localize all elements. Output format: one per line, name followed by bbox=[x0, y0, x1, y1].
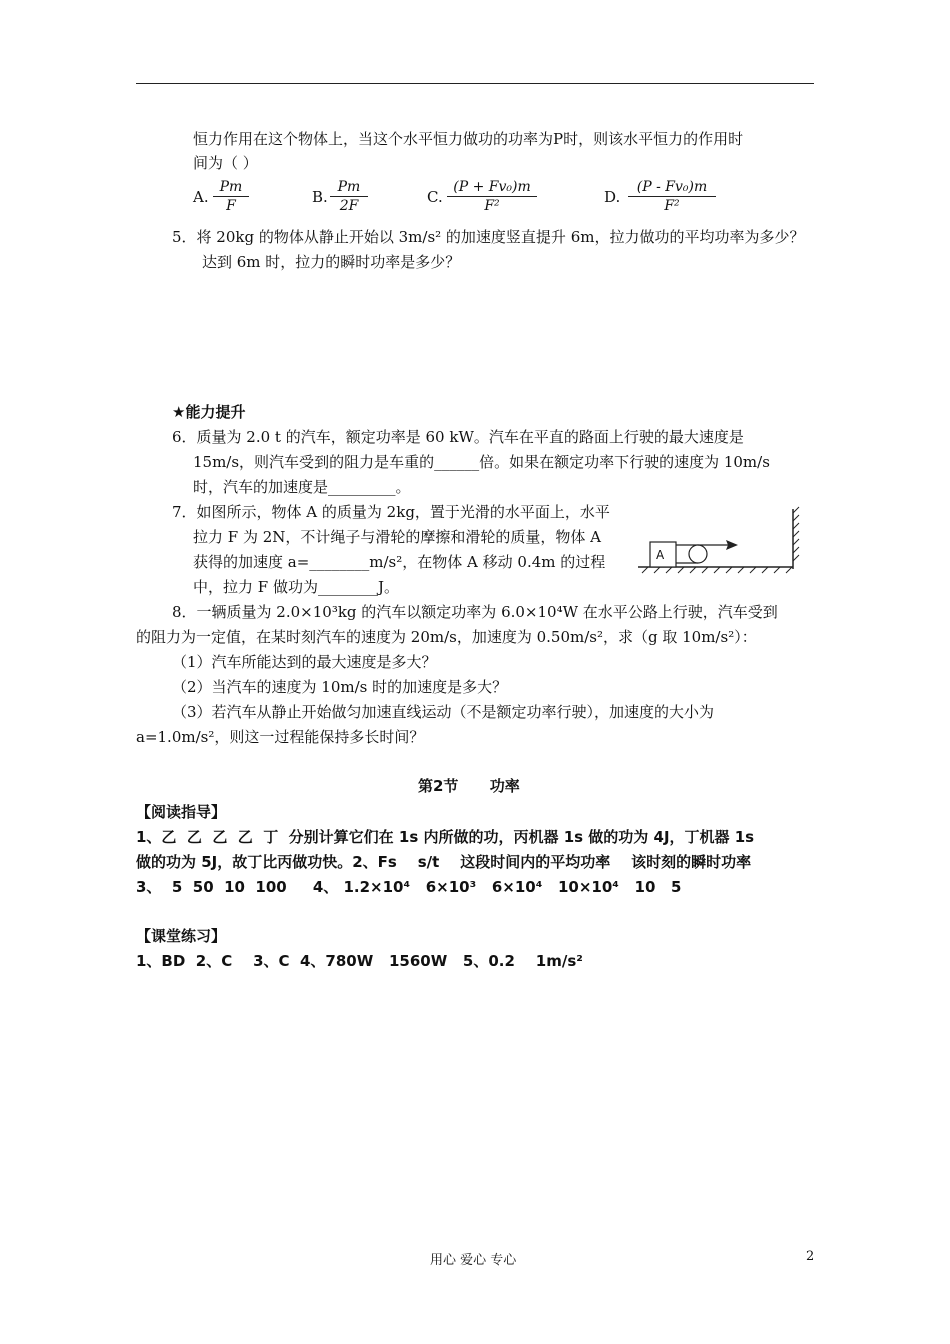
answers-title: 第2节 功率 bbox=[418, 777, 520, 795]
option-c-numerator: (P + Fv₀)m bbox=[447, 178, 537, 197]
q8-sub-2: （2）当汽车的速度为 10m/s 时的加速度是多大？ bbox=[172, 678, 508, 696]
option-d-numerator: (P - Fv₀)m bbox=[628, 178, 716, 197]
q7-line-4: 中，拉力 F 做功为________J。 bbox=[193, 578, 399, 596]
option-a-numerator: Pm bbox=[213, 178, 249, 197]
option-b-denominator: 2F bbox=[339, 198, 359, 214]
q4-line-1: 恒力作用在这个物体上，当这个水平恒力做功的功率为P时，则该水平恒力的作用时 bbox=[193, 130, 744, 148]
q8-sub-1: （1）汽车所能达到的最大速度是多大？ bbox=[172, 653, 437, 671]
option-c-label: C. bbox=[427, 188, 443, 206]
q6-line-1: 6．质量为 2.0 t 的汽车，额定功率是 60 kW。汽车在平直的路面上行驶的最大速度是 bbox=[172, 428, 744, 446]
q6-line-2: 15m/s，则汽车受到的阻力是车重的______倍。如果在额定功率下行驶的速度为 10m/s bbox=[193, 453, 770, 471]
q7-line-3: 获得的加速度 a=________m/s²，在物体 A 移动 0.4m 的过程 bbox=[193, 553, 606, 571]
reading-answer-line-1: 1、乙 乙 乙 乙 丁 分别计算它们在 1s 内所做的功，丙机器 1s 做的功为 4J，丁机器 1s bbox=[136, 828, 755, 846]
pulley-wheel bbox=[689, 545, 707, 563]
option-b-numerator: Pm bbox=[330, 178, 368, 197]
q5-line-1: 5．将 20kg 的物体从静止开始以 3m/s² 的加速度竖直提升 6m，拉力做功的平均功率为多少？ bbox=[172, 228, 805, 246]
option-d-denominator: F² bbox=[664, 198, 680, 214]
option-d-label: D. bbox=[604, 188, 621, 206]
classwork-answer-line: 1、BD 2、C 3、C 4、780W 1560W 5、0.2 1m/s² bbox=[136, 952, 583, 970]
q7-line-1: 7．如图所示，物体 A 的质量为 2kg，置于光滑的水平面上，水平 bbox=[172, 503, 610, 521]
option-b-label: B. bbox=[312, 188, 328, 206]
option-d-fraction bbox=[628, 178, 716, 215]
section-heading-ability: ★能力提升 bbox=[172, 403, 246, 421]
q8-line-1: 8．一辆质量为 2.0×10³kg 的汽车以额定功率为 6.0×10⁴W 在水平公路上行驶，汽车受到 bbox=[172, 603, 778, 621]
option-a-label: A. bbox=[193, 188, 209, 206]
classwork-heading: 【课堂练习】 bbox=[136, 927, 227, 945]
q8-line-2: 的阻力为一定值，在某时刻汽车的速度为 20m/s，加速度为 0.50m/s²，求（g 取 10m/s²）： bbox=[136, 628, 757, 646]
wall-hatching bbox=[793, 507, 799, 561]
pulley-figure bbox=[636, 503, 802, 575]
page-number: 2 bbox=[806, 1249, 815, 1264]
block-a-label: A bbox=[656, 548, 665, 562]
option-a-fraction bbox=[213, 178, 249, 215]
option-a-denominator: F bbox=[226, 198, 236, 214]
reading-heading: 【阅读指导】 bbox=[136, 803, 227, 821]
option-c-fraction bbox=[447, 178, 537, 215]
q7-line-2: 拉力 F 为 2N，不计绳子与滑轮的摩擦和滑轮的质量，物体 A bbox=[193, 528, 601, 546]
q6-line-3: 时，汽车的加速度是_________。 bbox=[193, 478, 411, 496]
footer-slogan: 用心 爱心 专心 bbox=[430, 1253, 517, 1268]
q4-line-2: 间为（ ） bbox=[193, 154, 258, 172]
floor-hatching bbox=[642, 567, 792, 573]
option-c-denominator: F² bbox=[484, 198, 500, 214]
header-rule bbox=[136, 83, 814, 84]
reading-answer-line-2: 做的功为 5J，故丁比丙做功快。2、Fs s/t 这段时间内的平均功率 该时刻的瞬时功率 bbox=[136, 853, 752, 871]
q8-sub-3-cont: a=1.0m/s²，则这一过程能保持多长时间？ bbox=[136, 728, 425, 746]
q5-line-2: 达到 6m 时，拉力的瞬时功率是多少？ bbox=[202, 253, 461, 271]
reading-answer-line-3: 3、 5 50 10 100 4、 1.2×10⁴ 6×10³ 6×10⁴ 10×10⁴ 10 5 bbox=[136, 878, 682, 896]
option-b-fraction bbox=[330, 178, 368, 215]
q8-sub-3: （3）若汽车从静止开始做匀加速直线运动（不是额定功率行驶），加速度的大小为 bbox=[172, 703, 715, 721]
